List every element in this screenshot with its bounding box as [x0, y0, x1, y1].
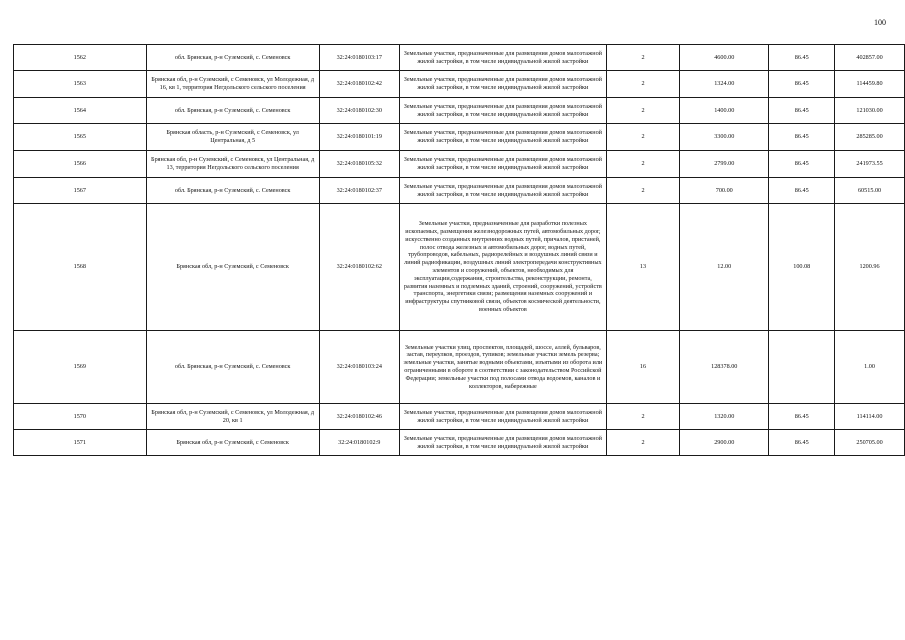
cell-cadastral-value: 121030.00 [835, 98, 905, 124]
cell-land-use-type: Земельные участки, предназначенные для размещения домов малоэтажной жилой застройки, в том числе индивидуальной жилой застройки [399, 178, 606, 204]
cell-cadastral-value: 114114.00 [835, 404, 905, 430]
table-row [14, 71, 905, 98]
table-row [14, 331, 905, 404]
cell-group: 2 [606, 178, 679, 204]
cell-group: 2 [606, 71, 679, 98]
cell-rate: 86.45 [769, 404, 835, 430]
cell-land-use-type: Земельные участки, предназначенные для размещения домов малоэтажной жилой застройки, в том числе индивидуальной жилой застройки [399, 124, 606, 151]
cell-address: Брянская область, р-н Суземский, с Семеновск, ул Центральная, д 5 [146, 124, 319, 151]
cell-address: обл. Брянская, р-н Суземский, с. Семеновск [146, 98, 319, 124]
cell-cadastral-value: 241973.55 [835, 151, 905, 178]
cell-group: 16 [606, 331, 679, 404]
cell-land-use-type: Земельные участки, предназначенные для разработки полезных ископаемых, размещения железнодорожных путей, автомобильных дорог, искусственно созданных внутренних водных путей, причалов, пристаней, полос отвода железных и автомобильных дорог, водных путей, трубопроводов, кабельных, радиорелейных и воздушных линий связи и линий радиофикации, воздушных линий электропередачи конструктивных элементов и сооружений, объектов, необходимых для эксплуатации,содержания, строительства, реконструкции, ремонта, развития наземных и подземных зданий, строений, сооружений, устройств транспорта, энергетики связи; размещения наземных сооружений и инфраструктуры спутниковой связи, объектов космической деятельности, военных объектов [399, 204, 606, 331]
cell-cadastral-value: 60515.00 [835, 178, 905, 204]
cell-cadastral-number: 32:24:0180102:46 [319, 404, 399, 430]
cell-group: 2 [606, 151, 679, 178]
cell-area: 700.00 [680, 178, 769, 204]
cell-address: Брянская обл, р-н Суземский, с Семеновск, ул Молодежная, д 20, кв 1 [146, 404, 319, 430]
cell-row-number: 1562 [14, 45, 147, 71]
cell-address: Брянская обл, р-н Суземский, с Семеновск [146, 430, 319, 456]
cell-address: обл. Брянская, р-н Суземский, с. Семеновск [146, 45, 319, 71]
cell-rate: 86.45 [769, 45, 835, 71]
cell-land-use-type: Земельные участки, предназначенные для размещения домов малоэтажной жилой застройки, в том числе индивидуальной жилой застройки [399, 45, 606, 71]
cell-address: Брянская обл, р-н Суземский, с Семеновск [146, 204, 319, 331]
cell-cadastral-number: 32:24:0180102:62 [319, 204, 399, 331]
cell-cadastral-number: 32:24:0180103:17 [319, 45, 399, 71]
cell-address: Брянская обл, р-н Суземский, с Семеновск, ул Центральная, д 13, территория Негдольского сельского поселения [146, 151, 319, 178]
cell-area: 2900.00 [680, 430, 769, 456]
cell-row-number: 1566 [14, 151, 147, 178]
cell-row-number: 1564 [14, 98, 147, 124]
cell-land-use-type: Земельные участки улиц, проспектов, площадей, шоссе, аллей, бульваров, застав, переулков, проездов, тупиков; земельные участки земель резерва; земельные участки, занятые водными объектами, изъятыми из оборота или ограниченными в обороте в соответствии с законодательством Российской Федерации; земельные участки под полосами отвода водоемов, каналов и коллекторов, набережные [399, 331, 606, 404]
cell-group: 13 [606, 204, 679, 331]
cell-address: обл. Брянская, р-н Суземский, с. Семеновск [146, 178, 319, 204]
cell-row-number: 1569 [14, 331, 147, 404]
cell-rate: 100.08 [769, 204, 835, 331]
cell-group: 2 [606, 98, 679, 124]
cell-rate [769, 331, 835, 404]
cell-area: 1324.00 [680, 71, 769, 98]
cell-cadastral-value: 114459.80 [835, 71, 905, 98]
table-row [14, 151, 905, 178]
cell-rate: 86.45 [769, 124, 835, 151]
table-row [14, 124, 905, 151]
cell-row-number: 1570 [14, 404, 147, 430]
cell-rate: 86.45 [769, 71, 835, 98]
cell-cadastral-value: 1.00 [835, 331, 905, 404]
cell-rate: 86.45 [769, 98, 835, 124]
land-registry-table [13, 44, 905, 456]
cell-row-number: 1565 [14, 124, 147, 151]
cell-land-use-type: Земельные участки, предназначенные для размещения домов малоэтажной жилой застройки, в том числе индивидуальной жилой застройки [399, 71, 606, 98]
cell-area: 1320.00 [680, 404, 769, 430]
cell-group: 2 [606, 124, 679, 151]
cell-group: 2 [606, 404, 679, 430]
cell-cadastral-number: 32:24:0180105:32 [319, 151, 399, 178]
page-number: 100 [874, 18, 886, 27]
cell-rate: 86.45 [769, 151, 835, 178]
cell-cadastral-number: 32:24:0180101:19 [319, 124, 399, 151]
cell-rate: 86.45 [769, 178, 835, 204]
cell-row-number: 1563 [14, 71, 147, 98]
cell-rate: 86.45 [769, 430, 835, 456]
table-row [14, 45, 905, 71]
cell-land-use-type: Земельные участки, предназначенные для размещения домов малоэтажной жилой застройки, в том числе индивидуальной жилой застройки [399, 404, 606, 430]
cell-group: 2 [606, 430, 679, 456]
cell-cadastral-value: 1200.96 [835, 204, 905, 331]
cell-cadastral-number: 32:24:0180102:9 [319, 430, 399, 456]
table-row [14, 430, 905, 456]
cell-cadastral-value: 285285.00 [835, 124, 905, 151]
cell-address: обл. Брянская, р-н Суземский, с. Семеновск [146, 331, 319, 404]
cell-land-use-type: Земельные участки, предназначенные для размещения домов малоэтажной жилой застройки, в том числе индивидуальной жилой застройки [399, 98, 606, 124]
cell-row-number: 1568 [14, 204, 147, 331]
table-row [14, 98, 905, 124]
cell-area: 2799.00 [680, 151, 769, 178]
cell-cadastral-value: 250705.00 [835, 430, 905, 456]
cell-cadastral-number: 32:24:0180103:24 [319, 331, 399, 404]
cell-area: 3300.00 [680, 124, 769, 151]
cell-cadastral-number: 32:24:0180102:42 [319, 71, 399, 98]
cell-cadastral-value: 402857.00 [835, 45, 905, 71]
cell-address: Брянская обл, р-н Суземский, с Семеновск, ул Молодежная, д 16, кв 1, территория Негдольского сельского поселения [146, 71, 319, 98]
cell-area: 1400.00 [680, 98, 769, 124]
table-row [14, 204, 905, 331]
cell-area: 12.00 [680, 204, 769, 331]
cell-cadastral-number: 32:24:0180102:37 [319, 178, 399, 204]
cell-area: 128378.00 [680, 331, 769, 404]
table-body [14, 45, 905, 456]
cell-row-number: 1571 [14, 430, 147, 456]
cell-cadastral-number: 32:24:0180102:30 [319, 98, 399, 124]
table-row [14, 178, 905, 204]
cell-row-number: 1567 [14, 178, 147, 204]
cell-land-use-type: Земельные участки, предназначенные для размещения домов малоэтажной жилой застройки, в том числе индивидуальной жилой застройки [399, 151, 606, 178]
table-row [14, 404, 905, 430]
cell-land-use-type: Земельные участки, предназначенные для размещения домов малоэтажной жилой застройки, в том числе индивидуальной жилой застройки [399, 430, 606, 456]
cell-area: 4600.00 [680, 45, 769, 71]
cell-group: 2 [606, 45, 679, 71]
